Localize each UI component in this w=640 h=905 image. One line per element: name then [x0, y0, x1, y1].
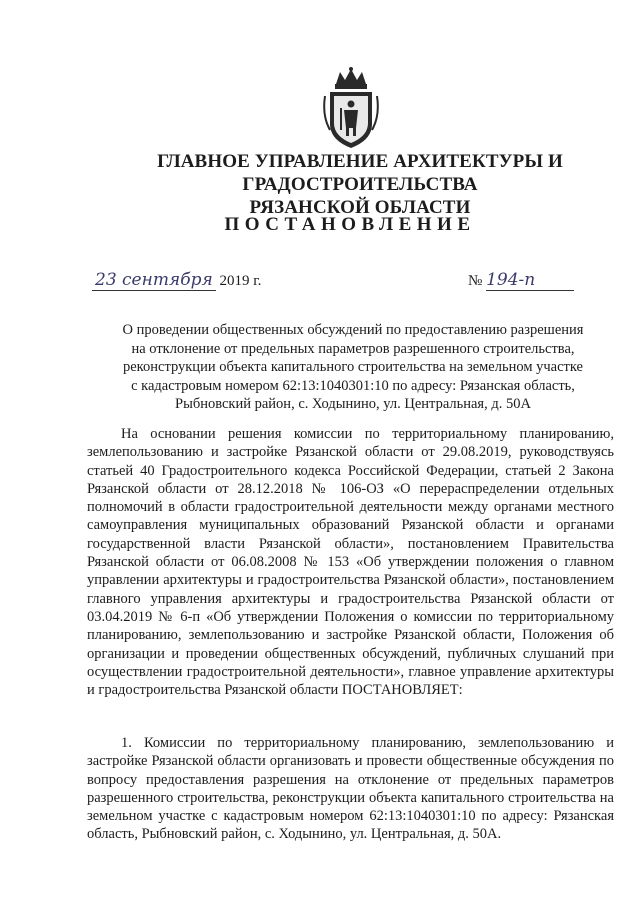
org-line-2: РЯЗАНСКОЙ ОБЛАСТИ: [249, 197, 471, 218]
subject-line: реконструкции объекта капитального строительства на земельном участке: [123, 359, 583, 375]
document-number: [468, 270, 574, 291]
subject-line: Рыбновский район, с. Ходынино, ул. Центральная, д. 50А: [175, 396, 531, 412]
body-paragraph-preamble: На основании решения комиссии по территориальному планированию, землепользованию и застройке Рязанской области от 29.08.2019, руководствуясь статьей 40 Градостроительного кодекса Российской Федерации, статьей 2 Закона Рязанской области от 28.12.2018 № 106-ОЗ «О перераспределении отдельных полномочий в области градостроительной деятельности между органами местного самоуправления муниципальных образований Рязанской области и органами государственной власти Рязанской области», постановлением Правительства Рязанской области от 06.08.2008 № 153 «Об утверждении положения о главном управлении архитектуры и градостроительства Рязанской области», постановлением главного управления архитектуры и градостроительства Рязанской области от 03.04.2019 № 6-п «Об утверждении Положения о комиссии по территориальному планированию, землепользованию и застройке Рязанской области, Положения об организации и проведении общественных обсуждений, публичных слушаний при осуществлении градостроительной деятельности», главное управление архитектуры и градостроительства Рязанской области ПОСТАНОВЛЯЕТ:: [87, 426, 614, 699]
issuing-authority: [60, 150, 640, 219]
handwritten-number: 194-п: [486, 270, 574, 291]
handwritten-date: 23 сентября: [92, 270, 216, 291]
date-year: 2019 г.: [219, 273, 262, 289]
document-type-title: ПОСТАНОВЛЕНИЕ: [224, 214, 476, 235]
ryazan-coat-of-arms-icon: [322, 66, 380, 152]
subject-line: с кадастровым номером 62:13:1040301:10 по адресу: Рязанская область,: [131, 377, 575, 394]
document-date: [92, 270, 261, 290]
body-paragraph-1: 1. Комиссии по территориальному планированию, землепользованию и застройке Рязанской области организовать и провести общественные обсуждения по вопросу предоставления разрешения на отклонение от предельных параметров разрешенного строительства, реконструкции объекта капитального строительства на земельном участке с кадастровым номером 62:13:1040301:10 по адресу: Рязанская область, Рыбновский район, с. Ходынино, ул. Центральная, д. 50А.: [87, 735, 614, 843]
subject-line: О проведении общественных обсуждений по предоставлению разрешения: [122, 322, 584, 338]
document-subject: [110, 321, 596, 414]
number-prefix: №: [468, 273, 483, 289]
org-line-1: ГЛАВНОЕ УПРАВЛЕНИЕ АРХИТЕКТУРЫ И ГРАДОСТРОИТЕЛЬСТВА: [157, 151, 563, 195]
subject-line: на отклонение от предельных параметров разрешенного строительства,: [131, 340, 575, 357]
